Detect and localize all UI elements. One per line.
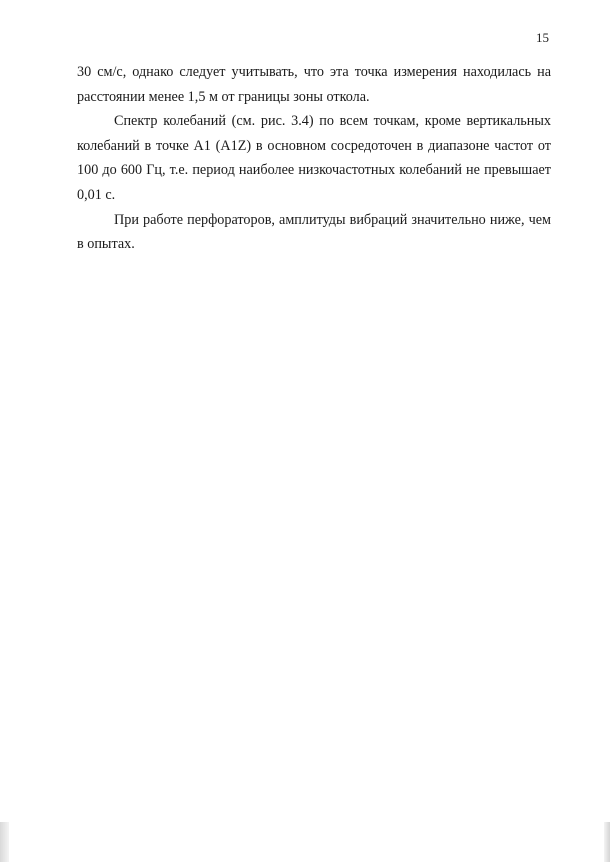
page-number: 15 [536, 30, 549, 45]
scan-edge-right [604, 822, 610, 862]
paragraph-perforator-amplitudes: При работе перфораторов, амплитуды вибраций значительно ниже, чем в опытах. [77, 211, 551, 253]
paragraph-continuation: 30 см/с, однако следует учитывать, что эта точка измерения находилась на расстоянии менее 1,5 м от границы зоны откола. [77, 64, 551, 105]
paragraph-vibration-spectrum: Спектр колебаний (см. рис. 3.4) по всем точкам, кроме вертикальных колебаний в точке А1 (А1Z) в основном сосредоточен в диапазоне частот от 100 до 600 Гц, т.е. период наиболее низкочастотных колебаний не превышает 0,01 с. [77, 113, 551, 203]
body-text [77, 60, 551, 257]
scan-edge-left [0, 822, 9, 862]
